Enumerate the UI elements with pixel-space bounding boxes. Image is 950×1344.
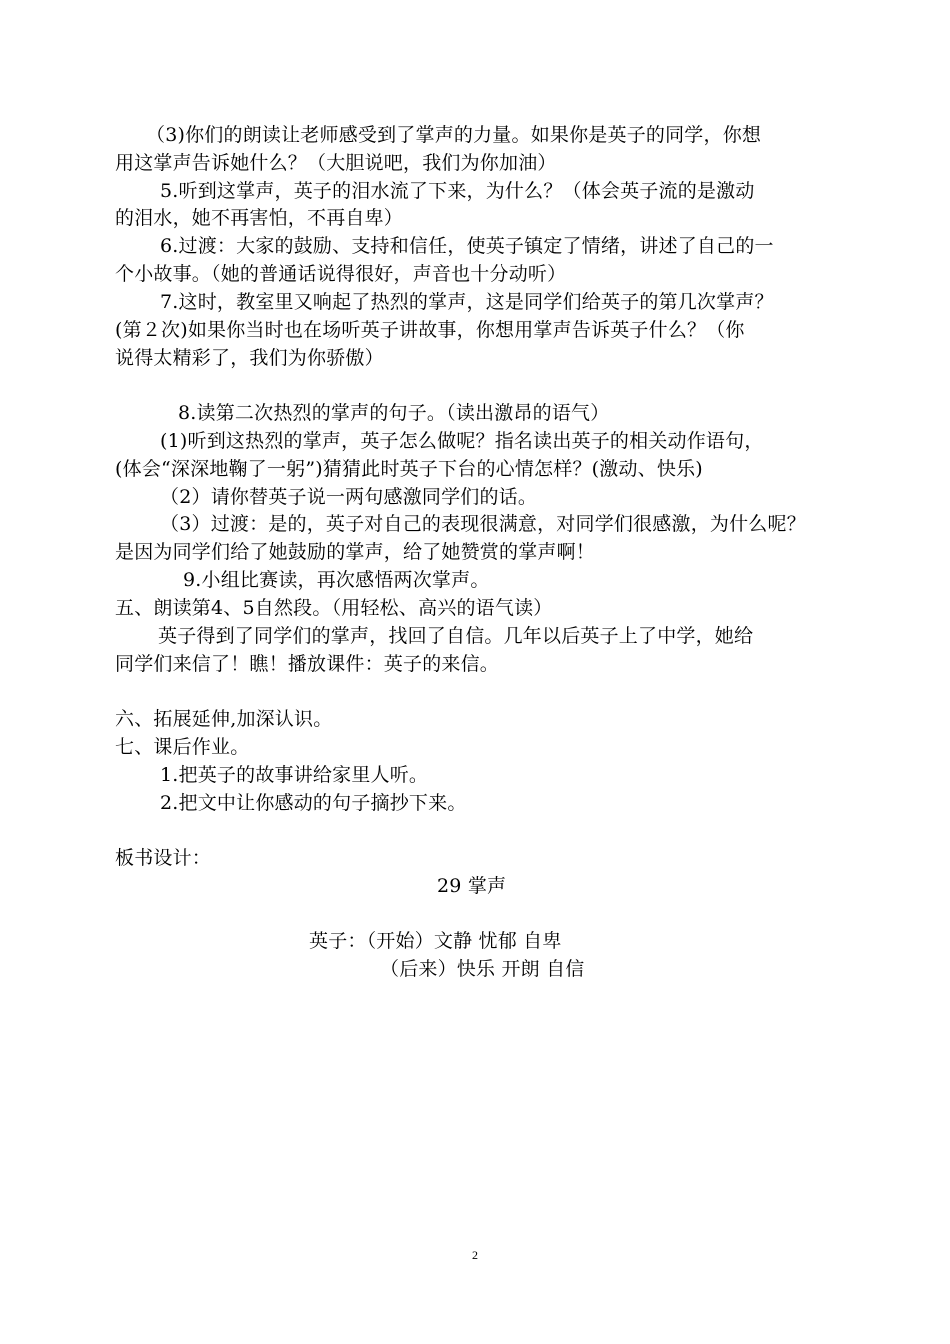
text-line-12: (体会“深深地鞠了一躬”)猜猜此时英子下台的心情怎样？(激动、快乐) bbox=[115, 458, 703, 480]
text-line-10: 8.读第二次热烈的掌声的句子。（读出激昂的语气） bbox=[178, 402, 610, 424]
text-line-2: 用这掌声告诉她什么？（大胆说吧，我们为你加油） bbox=[115, 152, 557, 174]
text-line-15: 是因为同学们给了她鼓励的掌声，给了她赞赏的掌声啊！ bbox=[115, 541, 596, 563]
text-line-18: 英子得到了同学们的掌声，找回了自信。几年以后英子上了中学，她给 bbox=[158, 625, 754, 647]
text-line-14: （3）过渡：是的，英子对自己的表现很满意，对同学们很感激，为什么呢？ bbox=[160, 513, 806, 535]
text-line-11: (1)听到这热烈的掌声，英子怎么做呢？指名读出英子的相关动作语句， bbox=[160, 430, 764, 452]
text-line-16: 9.小组比赛读，再次感悟两次掌声。 bbox=[183, 569, 490, 591]
text-line-6: 个小故事。（她的普通话说得很好，声音也十分动听） bbox=[115, 263, 567, 285]
blackboard-row-after: （后来）快乐 开朗 自信 bbox=[380, 958, 585, 980]
text-line-22: 1.把英子的故事讲给家里人听。 bbox=[160, 764, 429, 786]
text-line-3: 5.听到这掌声，英子的泪水流了下来，为什么？（体会英子流的是激动 bbox=[160, 180, 755, 202]
text-line-7: 7.这时，教室里又响起了热烈的掌声，这是同学们给英子的第几次掌声？ bbox=[160, 291, 774, 313]
text-line-19: 同学们来信了！瞧！播放课件：英子的来信。 bbox=[115, 653, 500, 675]
text-line-13: （2）请你替英子说一两句感激同学们的话。 bbox=[160, 486, 538, 508]
blackboard-title: 29 掌声 bbox=[437, 875, 507, 897]
text-line-21: 七、课后作业。 bbox=[115, 736, 250, 758]
text-line-23: 2.把文中让你感动的句子摘抄下来。 bbox=[160, 792, 467, 814]
text-line-8: (第２次)如果你当时也在场听英子讲故事，你想用掌声告诉英子什么？（你 bbox=[115, 319, 745, 341]
text-line-5: 6.过渡：大家的鼓励、支持和信任，使英子镇定了情绪，讲述了自己的一 bbox=[160, 235, 774, 257]
text-line-4: 的泪水，她不再害怕，不再自卑） bbox=[115, 207, 404, 229]
text-line-20: 六、拓展延伸,加深认识。 bbox=[115, 708, 333, 730]
blackboard-design-label: 板书设计： bbox=[115, 847, 212, 869]
text-line-1: （3)你们的朗读让老师感受到了掌声的力量。如果你是英子的同学，你想 bbox=[146, 124, 762, 146]
page-number: 2 bbox=[472, 1248, 478, 1262]
text-line-17: 五、朗读第4、5自然段。（用轻松、高兴的语气读） bbox=[115, 597, 553, 619]
text-line-9: 说得太精彩了，我们为你骄傲） bbox=[115, 347, 384, 369]
blackboard-row-before: 英子：（开始）文静 忧郁 自卑 bbox=[309, 930, 562, 952]
